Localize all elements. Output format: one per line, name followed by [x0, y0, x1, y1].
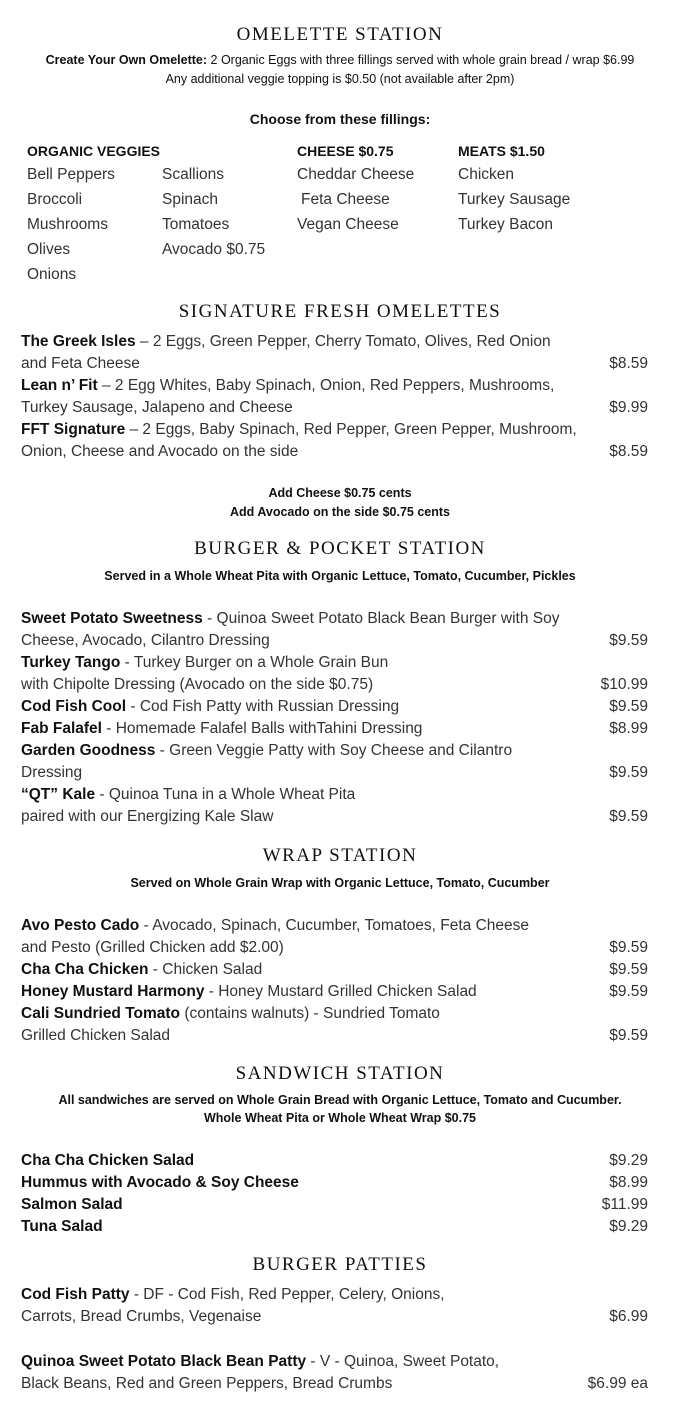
menu-item-desc: with Chipolte Dressing (Avocado on the side $0.75)	[21, 676, 374, 693]
menu-item-desc: Grilled Chicken Salad	[21, 1027, 171, 1044]
sandwich-station-subtitle: All sandwiches are served on Whole Grain Bread with Organic Lettuce, Tomato and Cucumber.	[58, 1093, 622, 1107]
filling-item: Olives	[27, 241, 71, 258]
menu-item-price: $9.59	[609, 698, 648, 715]
menu-item: FFT Signature – 2 Eggs, Baby Spinach, Red Pepper, Green Pepper, Mushroom,	[21, 421, 577, 438]
create-own-omelette-line	[0, 53, 680, 67]
menu-item-price: $6.99 ea	[587, 1375, 648, 1392]
menu-item-price: $10.99	[600, 676, 648, 693]
filling-item: Broccoli	[27, 191, 83, 208]
filling-item: Bell Peppers	[27, 166, 115, 183]
add-cheese-note: Add Cheese $0.75 cents	[268, 486, 412, 500]
menu-item-desc: Turkey Sausage, Jalapeno and Cheese	[21, 399, 293, 416]
filling-item: Mushrooms	[27, 216, 108, 233]
burger-patties-heading: BURGER PATTIES	[252, 1254, 428, 1275]
menu-item-price: $9.99	[609, 399, 648, 416]
menu-item-price: $9.59	[609, 764, 648, 781]
menu-item: Turkey Tango - Turkey Burger on a Whole Grain Bun	[21, 654, 389, 671]
menu-item-price: $9.29	[609, 1218, 648, 1235]
omelette-station-heading: OMELETTE STATION	[236, 24, 444, 45]
menu-item-price: $9.59	[609, 1027, 648, 1044]
menu-item-desc: Black Beans, Red and Green Peppers, Bread Crumbs	[21, 1375, 393, 1392]
burger-station-heading: BURGER & POCKET STATION	[194, 538, 486, 559]
filling-item: Avocado $0.75	[162, 241, 266, 258]
menu-item: Cod Fish Cool - Cod Fish Patty with Russian Dressing	[21, 698, 400, 715]
menu-item: Lean n’ Fit – 2 Egg Whites, Baby Spinach, Onion, Red Peppers, Mushrooms,	[21, 377, 555, 394]
menu-item: Cod Fish Patty - DF - Cod Fish, Red Pepper, Celery, Onions,	[21, 1286, 445, 1303]
menu-item-price: $9.59	[609, 961, 648, 978]
additional-topping-note: Any additional veggie topping is $0.50 (not available after 2pm)	[165, 72, 515, 86]
create-own-omelette-desc: 2 Organic Eggs with three fillings served with whole grain bread / wrap $6.99	[210, 53, 635, 67]
filling-item: Onions	[27, 266, 77, 283]
menu-item: The Greek Isles – 2 Eggs, Green Pepper, Cherry Tomato, Olives, Red Onion	[21, 333, 551, 350]
menu-item-desc: Carrots, Bread Crumbs, Vegenaise	[21, 1308, 262, 1325]
menu-item: Fab Falafel - Homemade Falafel Balls withTahini Dressing	[21, 720, 423, 737]
create-own-omelette-name: Create Your Own Omelette:	[45, 53, 208, 67]
add-avocado-note: Add Avocado on the side $0.75 cents	[230, 505, 450, 519]
filling-item: Spinach	[162, 191, 219, 208]
menu-item-price: $9.59	[609, 808, 648, 825]
menu-item: Cha Cha Chicken Salad	[21, 1152, 195, 1169]
organic-veggies-heading: ORGANIC VEGGIES	[27, 143, 161, 159]
menu-item-desc: Cheese, Avocado, Cilantro Dressing	[21, 632, 270, 649]
menu-item-price: $8.99	[609, 720, 648, 737]
menu-item-desc: Dressing	[21, 764, 83, 781]
filling-item: Chicken	[458, 166, 514, 183]
filling-item: Cheddar Cheese	[297, 166, 415, 183]
menu-item: “QT” Kale - Quinoa Tuna in a Whole Wheat Pita	[21, 786, 356, 803]
menu-item-price: $9.59	[609, 983, 648, 1000]
wrap-station-subtitle: Served on Whole Grain Wrap with Organic Lettuce, Tomato, Cucumber	[130, 876, 550, 890]
menu-item-price: $11.99	[601, 1196, 648, 1213]
menu-item: Honey Mustard Harmony - Honey Mustard Grilled Chicken Salad	[21, 983, 477, 1000]
meats-heading: MEATS $1.50	[458, 143, 545, 159]
menu-item: Avo Pesto Cado - Avocado, Spinach, Cucumber, Tomatoes, Feta Cheese	[21, 917, 530, 934]
menu-item-price: $9.29	[609, 1152, 648, 1169]
filling-item: Scallions	[162, 166, 225, 183]
menu-item: Cha Cha Chicken - Chicken Salad	[21, 961, 263, 978]
choose-fillings-label: Choose from these fillings:	[249, 111, 431, 127]
filling-item: Turkey Bacon	[458, 216, 554, 233]
menu-item: Quinoa Sweet Potato Black Bean Patty - V - Quinoa, Sweet Potato,	[21, 1353, 500, 1370]
menu-item-price: $9.59	[609, 632, 648, 649]
filling-item: Turkey Sausage	[458, 191, 571, 208]
menu-item: Salmon Salad	[21, 1196, 123, 1213]
filling-item: Tomatoes	[162, 216, 230, 233]
menu-item: Sweet Potato Sweetness - Quinoa Sweet Potato Black Bean Burger with Soy	[21, 610, 560, 627]
filling-item: Feta Cheese	[301, 191, 390, 208]
filling-item: Vegan Cheese	[297, 216, 399, 233]
menu-item-price: $6.99	[609, 1308, 648, 1325]
menu-item: Tuna Salad	[21, 1218, 103, 1235]
menu-item-price: $8.59	[609, 443, 648, 460]
menu-item-desc: and Feta Cheese	[21, 355, 140, 372]
menu-item: Hummus with Avocado & Soy Cheese	[21, 1174, 299, 1191]
sandwich-station-subtitle-2: Whole Wheat Pita or Whole Wheat Wrap $0.75	[203, 1111, 477, 1125]
wrap-station-heading: WRAP STATION	[262, 845, 418, 866]
sandwich-station-heading: SANDWICH STATION	[235, 1063, 445, 1084]
menu-item-price: $8.59	[609, 355, 648, 372]
burger-station-subtitle: Served in a Whole Wheat Pita with Organic Lettuce, Tomato, Cucumber, Pickles	[104, 569, 576, 583]
menu-item: Cali Sundried Tomato (contains walnuts) - Sundried Tomato	[21, 1005, 440, 1022]
menu-item-desc: and Pesto (Grilled Chicken add $2.00)	[21, 939, 284, 956]
menu-item: Garden Goodness - Green Veggie Patty with Soy Cheese and Cilantro	[21, 742, 513, 759]
menu-item-desc: Onion, Cheese and Avocado on the side	[21, 443, 299, 460]
menu-item-price: $9.59	[609, 939, 648, 956]
menu-item-desc: paired with our Energizing Kale Slaw	[21, 808, 274, 825]
signature-omelettes-heading: SIGNATURE FRESH OMELETTES	[178, 301, 502, 322]
menu-item-price: $8.99	[609, 1174, 648, 1191]
cheese-heading: CHEESE $0.75	[297, 143, 394, 159]
